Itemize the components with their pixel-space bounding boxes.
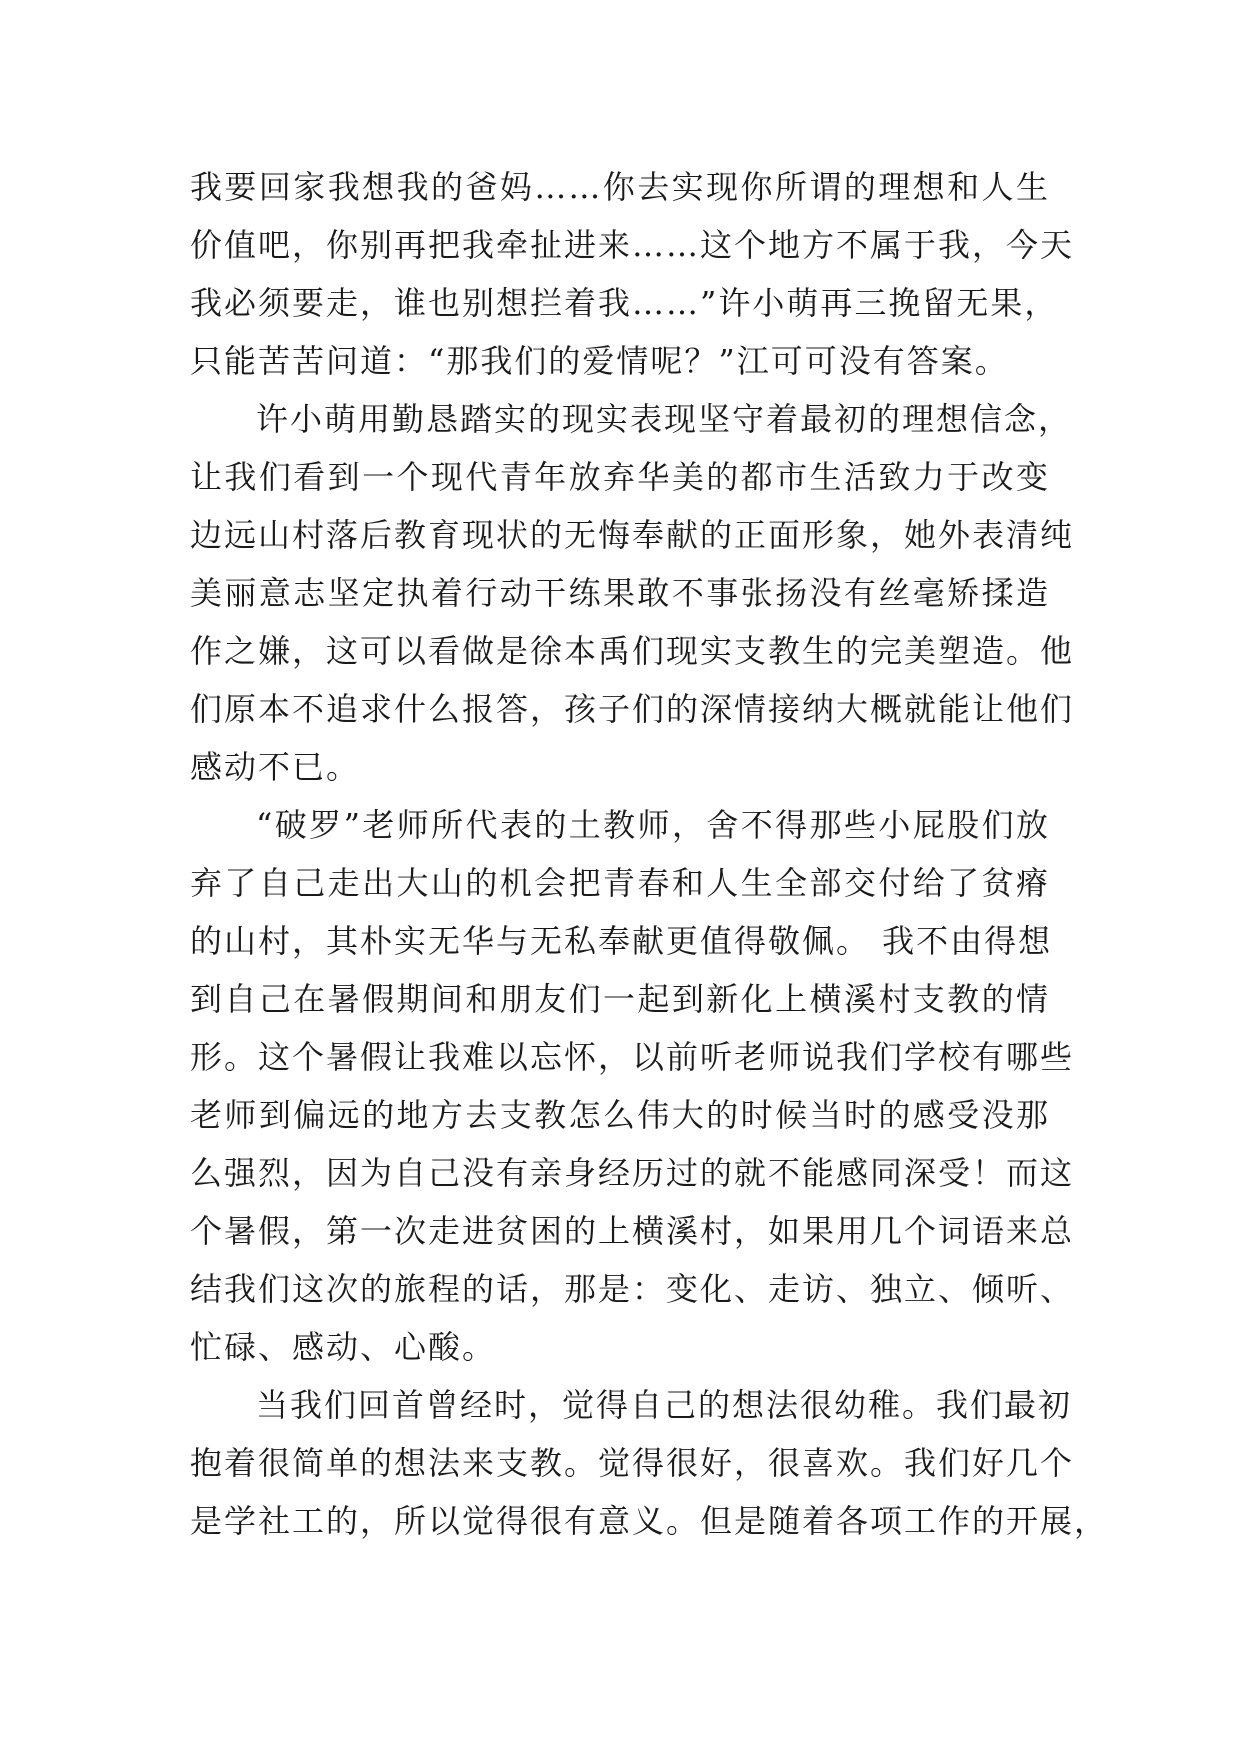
paragraph-1 — [190, 158, 1075, 390]
paragraph-2 — [190, 390, 1075, 796]
text-line: 忙碌、感动、心酸。 — [190, 1328, 497, 1366]
text-line: 边远山村落后教育现状的无悔奉献的正面形象，她外表清纯 — [190, 516, 1075, 554]
text-line: 到自己在暑假期间和朋友们一起到新化上横溪村支教的情 — [190, 980, 1050, 1018]
text-line: 作之嫌，这可以看做是徐本禹们现实支教生的完美塑造。他 — [190, 632, 1075, 670]
paragraph-3 — [190, 796, 1075, 1376]
text-line: 形。这个暑假让我难以忘怀，以前听老师说我们学校有哪些 — [190, 1038, 1075, 1076]
paragraph-4 — [190, 1376, 1109, 1550]
text-line: 么强烈，因为自己没有亲身经历过的就不能感同深受！而这 — [190, 1154, 1075, 1192]
text-line: 感动不已。 — [190, 748, 361, 786]
text-line: 只能苦苦问道：“那我们的爱情呢？”江可可没有答案。 — [190, 342, 1009, 380]
text-line: 我必须要走，谁也别想拦着我……”许小萌再三挽留无果， — [190, 284, 1059, 322]
text-line: 是学社工的，所以觉得很有意义。但是随着各项工作的开展， — [190, 1502, 1109, 1540]
text-line: 弃了自己走出大山的机会把青春和人生全部交付给了贫瘠 — [190, 864, 1050, 902]
text-line: 我要回家我想我的爸妈……你去实现你所谓的理想和人生 — [190, 168, 1050, 206]
text-line: 美丽意志坚定执着行动干练果敢不事张扬没有丝毫矫揉造 — [190, 574, 1050, 612]
text-line: 许小萌用勤恳踏实的现实表现坚守着最初的理想信念， — [256, 400, 1073, 438]
text-line: 老师到偏远的地方去支教怎么伟大的时候当时的感受没那 — [190, 1096, 1050, 1134]
text-line: 让我们看到一个现代青年放弃华美的都市生活致力于改变 — [190, 458, 1050, 496]
text-line: “破罗”老师所代表的土教师，舍不得那些小屁股们放 — [256, 806, 1050, 844]
text-line: 抱着很简单的想法来支教。觉得很好，很喜欢。我们好几个 — [190, 1444, 1075, 1482]
text-line: 们原本不追求什么报答，孩子们的深情接纳大概就能让他们 — [190, 690, 1075, 728]
text-line: 价值吧，你别再把我牵扯进来……这个地方不属于我，今天 — [190, 226, 1075, 264]
text-line: 的山村，其朴实无华与无私奉献更值得敬佩。 我不由得想 — [190, 922, 1053, 960]
body-text — [190, 158, 1109, 1550]
text-line: 当我们回首曾经时，觉得自己的想法很幼稚。我们最初 — [256, 1386, 1073, 1424]
text-line: 个暑假，第一次走进贫困的上横溪村，如果用几个词语来总 — [190, 1212, 1075, 1250]
text-line: 结我们这次的旅程的话，那是：变化、走访、独立、倾听、 — [190, 1270, 1075, 1308]
